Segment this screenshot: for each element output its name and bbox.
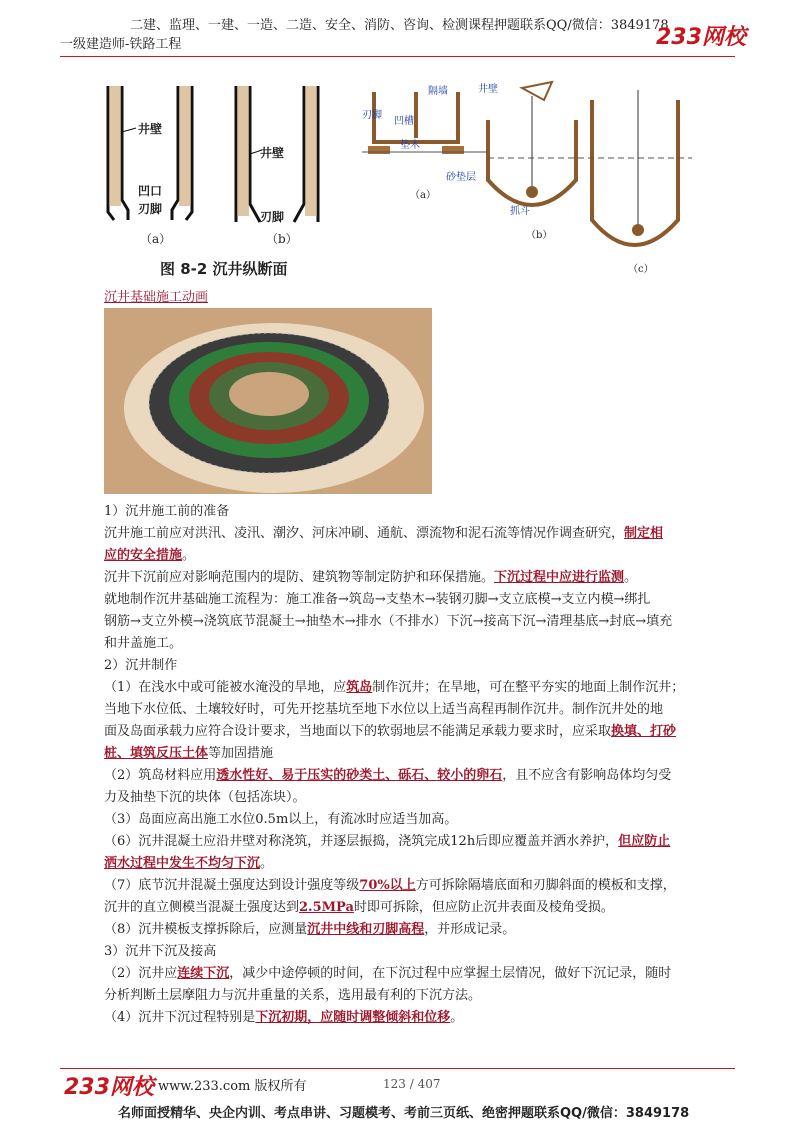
- text-run: 。: [260, 856, 274, 871]
- text-run: 方可拆除隔墙底面和刃脚斜面的模板和支撑，: [415, 878, 676, 893]
- paragraph-10: [104, 963, 671, 985]
- paragraph-5-line-2: 力及抽垫下沉的块体（包括冻块）。: [104, 790, 306, 805]
- text-run: （7）底节沉井混凝土强度达到设计强度等级: [104, 878, 360, 893]
- label-blade-a: 刃脚: [138, 202, 163, 216]
- label-wall-a: 井壁: [138, 122, 163, 136]
- label-blade-right: 刃脚: [362, 110, 382, 121]
- header-top-line: 二建、监理、一建、一造、二造、安全、消防、咨询、检测课程押题联系QQ/微信：3849178: [130, 18, 669, 33]
- text-run: 沉井的直立侧模当混凝土强度达到: [104, 900, 300, 915]
- footer-contact-line: 名师面授精华、央企内训、考点串讲、习题模考、考前三页纸、绝密押题联系QQ/微信：3849178: [118, 1106, 690, 1121]
- highlight: 桩、填筑反压土体: [104, 746, 209, 761]
- label-wall-b: 井壁: [260, 146, 285, 160]
- highlight: 下沉初期，应随时调整倾斜和位移: [255, 1010, 451, 1025]
- footer-site: www.233.com 版权所有: [158, 1079, 307, 1094]
- paragraph-4: [104, 677, 684, 699]
- paragraph-7: [104, 831, 670, 853]
- header-logo: 233网校: [656, 25, 746, 50]
- section-2-title: 2）沉井制作: [104, 658, 178, 673]
- label-grab: 抓斗: [510, 206, 530, 217]
- paragraph-11: [104, 1007, 463, 1029]
- paragraph-10-line-2: 分析判断土层摩阻力与沉井重量的关系，选用最有利的下沉方法。: [104, 988, 482, 1003]
- text-run: 沉井施工前应对洪汛、凌汛、潮汐、河床冲刷、通航、漂流物和泥石流等情况作调查研究，: [104, 526, 625, 541]
- text-run: ，且不应含有影响岛体均匀受: [502, 768, 672, 783]
- footer-logo: 233网校: [64, 1075, 154, 1100]
- paragraph-2: [104, 567, 637, 589]
- text-run: （6）沉井混凝土应沿井壁对称浇筑，并逐层振捣，浇筑完成12h后即应覆盖并洒水养护，: [104, 834, 619, 849]
- label-b-right: （b）: [526, 230, 553, 241]
- highlight: 应的安全措施: [104, 548, 183, 563]
- highlight: 2.5MPa: [299, 900, 354, 915]
- highlight: 沉井中线和刃脚高程: [307, 922, 425, 937]
- label-b-left: （b）: [266, 232, 298, 246]
- text-run: （8）沉井模板支撑拆除后，应测量: [104, 922, 308, 937]
- paragraph-3-line-2: 钢筋→支立外模→浇筑底节混凝土→抽垫木→排水（不排水）下沉→接高下沉→清理基底→封底→填充: [104, 614, 673, 629]
- text-run: 制作沉井；在旱地，可在整平夯实的地面上制作沉井；: [372, 680, 685, 695]
- paragraph-7-line-2: [104, 853, 273, 875]
- highlight: 连续下沉: [177, 966, 230, 981]
- figure-caption: 图 8-2 沉井纵断面: [160, 260, 288, 278]
- animation-link[interactable]: 沉井基础施工动画: [104, 290, 209, 305]
- text-run: 。: [624, 570, 638, 585]
- paragraph-8: [104, 875, 676, 897]
- text-run: ，并形成记录。: [424, 922, 516, 937]
- text-run: （1）在浅水中或可能被水淹没的旱地，应: [104, 680, 347, 695]
- label-sand: 砂垫层: [446, 172, 476, 183]
- highlight: 筑岛: [346, 680, 373, 695]
- paragraph-1: [104, 523, 663, 545]
- text-run: 。: [182, 548, 196, 563]
- label-a-left: （a）: [140, 232, 172, 246]
- caisson-section-figure-left: [100, 82, 330, 252]
- label-a-right: （a）: [410, 190, 436, 201]
- highlight: 70%以上: [359, 878, 416, 893]
- label-partition: 隔墙: [428, 86, 448, 97]
- paragraph-5: [104, 765, 671, 787]
- header-subtitle: 一级建造师-铁路工程: [60, 37, 182, 52]
- text-run: ，减少中途停顿的时间，在下沉过程中应掌握土层情况，做好下沉记录，随时: [229, 966, 672, 981]
- text-run: 等加固措施: [208, 746, 274, 761]
- page-number: 123 / 407: [383, 1077, 441, 1091]
- paragraph-3-line-1: 就地制作沉井基础施工流程为：施工准备→筑岛→支垫木→装钢刃脚→支立底模→支立内模→绑扎: [104, 592, 651, 607]
- paragraph-4-line-2: 当地下水位低、土壤较好时，可先开挖基坑至地下水位以上适当高程再制作沉井。制作沉井处的地: [104, 702, 664, 717]
- text-run: （2）沉井应: [104, 966, 178, 981]
- header-divider: [60, 56, 735, 57]
- highlight: 下沉过程中应进行监测: [494, 570, 625, 585]
- label-pad: 垫木: [400, 140, 420, 151]
- text-run: 时即可拆除，但应防止沉井表面及棱角受损。: [353, 900, 614, 915]
- label-wall-right: 井壁: [478, 84, 498, 95]
- paragraph-3-line-3: 和井盖施工。: [104, 636, 183, 651]
- caisson-animation-image: [104, 308, 432, 494]
- section-3-title: 3）沉井下沉及接高: [104, 944, 217, 959]
- label-blade-b: 刃脚: [260, 210, 285, 224]
- text-run: （4）沉井下沉过程特别是: [104, 1010, 256, 1025]
- footer-divider: [60, 1068, 735, 1069]
- label-notch: 凹口: [138, 184, 163, 198]
- text-run: 面及岛面承载力应符合设计要求，当地面以下的软弱地层不能满足承载力要求时，应采取: [104, 724, 612, 739]
- section-1-title: 1）沉井施工前的准备: [104, 504, 230, 519]
- highlight: 透水性好、易于压实的砂类土、砾石、较小的卵石: [216, 768, 503, 783]
- paragraph-1-line-2: [104, 545, 195, 567]
- text-run: 沉井下沉前应对影响范围内的堤防、建筑物等制定防护和环保措施。: [104, 570, 495, 585]
- text-run: （2）筑岛材料应用: [104, 768, 217, 783]
- label-c-right: （c）: [628, 264, 654, 275]
- highlight: 换填、打砂: [611, 724, 677, 739]
- paragraph-4-line-4: [104, 743, 273, 765]
- paragraph-8-line-2: [104, 897, 614, 919]
- highlight: 制定相: [624, 526, 664, 541]
- highlight: 但应防止: [618, 834, 671, 849]
- highlight: 洒水过程中发生不均匀下沉: [104, 856, 261, 871]
- paragraph-4-line-3: [104, 721, 676, 743]
- paragraph-9: [104, 919, 515, 941]
- caisson-sinking-figure-right: [362, 80, 702, 280]
- label-groove: 凹槽: [394, 116, 414, 127]
- paragraph-6: （3）岛面应高出施工水位0.5m以上，有流冰时应适当加高。: [104, 812, 458, 827]
- text-run: 。: [450, 1010, 464, 1025]
